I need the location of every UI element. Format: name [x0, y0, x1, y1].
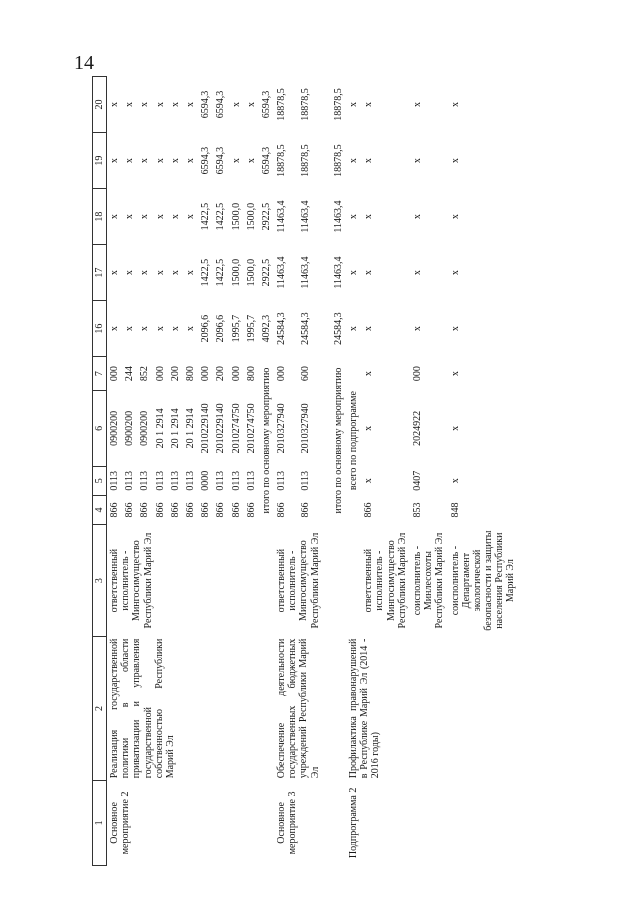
header-cell: 4 — [93, 495, 107, 524]
cell: x — [449, 102, 461, 108]
cell: 866 — [245, 502, 257, 518]
cell: 866 — [200, 502, 212, 518]
cell: 1500,0 — [245, 202, 257, 231]
cell: x — [139, 158, 151, 164]
cell: 0000 — [200, 470, 212, 491]
measure-executor: ответственный исполнитель - Мингосимущество Республики Марий Эл — [109, 532, 154, 629]
cell: 0113 — [169, 470, 181, 491]
cell: 18878,5 — [276, 88, 288, 121]
cell: x — [363, 158, 375, 164]
cell: 800 — [245, 366, 257, 382]
cell: 2010327940 — [300, 403, 312, 454]
cell: 24584,3 — [300, 312, 312, 345]
header-cell: 16 — [93, 301, 107, 357]
budget-table — [92, 76, 519, 866]
cell: 200 — [215, 366, 227, 382]
cell: x — [154, 214, 166, 220]
cell: 0113 — [124, 470, 136, 491]
cell: x — [154, 326, 166, 332]
cell: x — [154, 270, 166, 276]
cell: 0900200 — [139, 410, 151, 446]
cell: x — [411, 158, 423, 164]
cell: x — [348, 214, 359, 220]
cell: x — [139, 326, 151, 332]
cell: 000 — [230, 366, 242, 382]
cell: 24584,3 — [332, 312, 344, 345]
header-cell: 1 — [93, 780, 107, 865]
cell: x — [124, 270, 136, 276]
cell: x — [109, 158, 120, 164]
table-row — [107, 77, 123, 866]
cell: x — [184, 270, 196, 276]
cell: 866 — [109, 502, 120, 518]
cell: 24584,3 — [276, 312, 288, 345]
cell: 2024922 — [411, 410, 423, 446]
cell: x — [184, 214, 196, 220]
cell: x — [154, 102, 166, 108]
header-cell: 3 — [93, 525, 107, 637]
cell: x — [109, 270, 120, 276]
cell: x — [363, 478, 375, 484]
cell: x — [139, 214, 151, 220]
cell: 20 1 2914 — [184, 408, 196, 449]
cell: 000 — [411, 366, 423, 382]
header-cell: 2 — [93, 637, 107, 781]
header-cell: 19 — [93, 133, 107, 189]
table-row — [274, 77, 298, 866]
cell: x — [169, 270, 181, 276]
cell: x — [363, 102, 375, 108]
total-row — [331, 77, 346, 866]
cell: x — [411, 102, 423, 108]
column-number-row — [93, 77, 107, 866]
cell: 2010274750 — [230, 403, 242, 454]
cell: x — [169, 326, 181, 332]
cell: 1500,0 — [230, 202, 242, 231]
cell: 1422,5 — [215, 258, 227, 287]
cell: 0407 — [411, 470, 423, 491]
row-executor: ответственный исполнитель - Мингосимущество Республики Марий Эл — [363, 532, 408, 629]
cell: 600 — [300, 366, 312, 382]
total-label: итого по основному мероприятию — [332, 367, 344, 514]
cell: 1995,7 — [230, 314, 242, 343]
cell: 0113 — [139, 470, 151, 491]
cell: 000 — [154, 366, 166, 382]
cell: x — [363, 214, 375, 220]
cell: 000 — [276, 366, 288, 382]
cell: 1422,5 — [215, 202, 227, 231]
cell: 0113 — [109, 470, 120, 491]
row-executor: соисполнитель - Минлесохоты Республики Марий Эл — [411, 532, 446, 629]
cell: 6594,3 — [215, 146, 227, 175]
cell: x — [348, 326, 359, 332]
cell: x — [449, 425, 461, 431]
cell: 18878,5 — [332, 88, 344, 121]
cell: 11463,4 — [332, 200, 344, 233]
cell: 1500,0 — [245, 258, 257, 287]
cell: x — [124, 326, 136, 332]
cell: x — [184, 326, 196, 332]
cell: 2922,5 — [260, 202, 272, 231]
cell: x — [363, 270, 375, 276]
cell: x — [348, 158, 359, 164]
cell: x — [230, 158, 242, 164]
cell: x — [449, 270, 461, 276]
cell: 0113 — [184, 470, 196, 491]
cell: x — [184, 102, 196, 108]
cell: 2922,5 — [260, 258, 272, 287]
cell: 866 — [230, 502, 242, 518]
cell: 11463,4 — [276, 200, 288, 233]
cell: 000 — [109, 366, 120, 382]
cell: 2010229140 — [200, 403, 212, 454]
cell: 18878,5 — [300, 144, 312, 177]
cell: 20 1 2914 — [169, 408, 181, 449]
header-cell: 5 — [93, 466, 107, 495]
cell: 18878,5 — [332, 144, 344, 177]
row-executor: соисполнитель - Департамент экологической безопасности и защиты населения Республики Марий Эл — [449, 530, 517, 631]
cell: x — [411, 214, 423, 220]
cell: x — [109, 102, 120, 108]
subprogram-name: Профилактика правонарушений в Республике Марий Эл (2014 - 2016 годы) — [348, 638, 382, 779]
page-number: 14 — [74, 52, 94, 74]
cell: 1422,5 — [200, 202, 212, 231]
cell: x — [124, 158, 136, 164]
cell: x — [245, 158, 257, 164]
cell: 2010274750 — [245, 403, 257, 454]
cell: 0113 — [154, 470, 166, 491]
cell: 0900200 — [109, 410, 120, 446]
cell: 848 — [449, 502, 461, 518]
cell: x — [154, 158, 166, 164]
cell: 244 — [124, 366, 136, 382]
cell: x — [449, 371, 461, 377]
cell: x — [139, 270, 151, 276]
rotated-table-wrapper — [92, 76, 530, 866]
cell: 6594,3 — [260, 90, 272, 119]
cell: 000 — [200, 366, 212, 382]
cell: x — [449, 158, 461, 164]
cell: x — [124, 214, 136, 220]
cell: 6594,3 — [200, 90, 212, 119]
cell: x — [348, 102, 359, 108]
cell: 6594,3 — [215, 90, 227, 119]
cell: x — [139, 102, 151, 108]
cell: x — [363, 326, 375, 332]
cell: 866 — [184, 502, 196, 518]
cell: 11463,4 — [332, 256, 344, 289]
measure-label: Основное мероприятие 2 — [109, 791, 132, 855]
cell: 852 — [139, 366, 151, 382]
header-cell: 20 — [93, 77, 107, 133]
cell: x — [245, 102, 257, 108]
cell: 1500,0 — [230, 258, 242, 287]
cell: 853 — [411, 502, 423, 518]
cell: 800 — [184, 366, 196, 382]
cell: x — [109, 326, 120, 332]
header-cell: 6 — [93, 391, 107, 466]
cell: 866 — [276, 502, 288, 518]
cell: 0900200 — [124, 410, 136, 446]
cell: x — [124, 102, 136, 108]
cell: 866 — [363, 502, 375, 518]
cell: x — [230, 102, 242, 108]
cell: x — [449, 214, 461, 220]
cell: 6594,3 — [200, 146, 212, 175]
cell: x — [169, 102, 181, 108]
cell: x — [184, 158, 196, 164]
cell: 11463,4 — [300, 256, 312, 289]
measure-label: Основное мероприятие 3 — [276, 791, 299, 855]
cell: x — [169, 214, 181, 220]
cell: 2010327940 — [276, 403, 288, 454]
cell: 866 — [215, 502, 227, 518]
total-label: итого по основному мероприятию — [260, 367, 272, 514]
cell: 4092,3 — [260, 314, 272, 343]
subprogram-total-row — [346, 77, 361, 866]
cell: 18878,5 — [300, 88, 312, 121]
cell: 0113 — [300, 470, 312, 491]
cell: 1422,5 — [200, 258, 212, 287]
cell: 866 — [300, 502, 312, 518]
cell: 0113 — [215, 470, 227, 491]
cell: x — [169, 158, 181, 164]
cell: 866 — [169, 502, 181, 518]
cell: 0113 — [276, 470, 288, 491]
measure-executor: ответственный исполнитель - Мингосимущество Республики Марий Эл — [276, 532, 321, 629]
cell: x — [411, 270, 423, 276]
header-cell: 17 — [93, 245, 107, 301]
cell: x — [363, 425, 375, 431]
cell: x — [109, 214, 120, 220]
cell: 11463,4 — [276, 256, 288, 289]
cell: x — [449, 478, 461, 484]
cell: x — [411, 326, 423, 332]
total-label: всего по подпрограмме — [348, 391, 359, 491]
header-cell: 18 — [93, 189, 107, 245]
cell: 11463,4 — [300, 200, 312, 233]
cell: 20 1 2914 — [154, 408, 166, 449]
subprogram-label: Подпрограмма 2 — [348, 787, 359, 859]
cell: 0113 — [245, 470, 257, 491]
spacer-row — [323, 77, 331, 866]
cell: 866 — [154, 502, 166, 518]
cell: 1995,7 — [245, 314, 257, 343]
measure-name: Обеспечение деятельности государственных бюджетных учреждений Республики Марий Эл — [276, 638, 321, 779]
cell: 200 — [169, 366, 181, 382]
cell: 18878,5 — [276, 144, 288, 177]
cell: x — [449, 326, 461, 332]
cell: 2096,6 — [215, 314, 227, 343]
measure-name: Реализация государственной политики в области приватизации и управления государственной собственностью Республики Марий Эл — [109, 638, 176, 779]
cell: x — [363, 371, 375, 377]
total-row — [259, 77, 274, 866]
header-cell: 7 — [93, 357, 107, 391]
cell: 2010229140 — [215, 403, 227, 454]
cell: 866 — [139, 502, 151, 518]
cell: 0113 — [230, 470, 242, 491]
cell: 2096,6 — [200, 314, 212, 343]
cell: 6594,3 — [260, 146, 272, 175]
cell: x — [348, 270, 359, 276]
cell: 866 — [124, 502, 136, 518]
